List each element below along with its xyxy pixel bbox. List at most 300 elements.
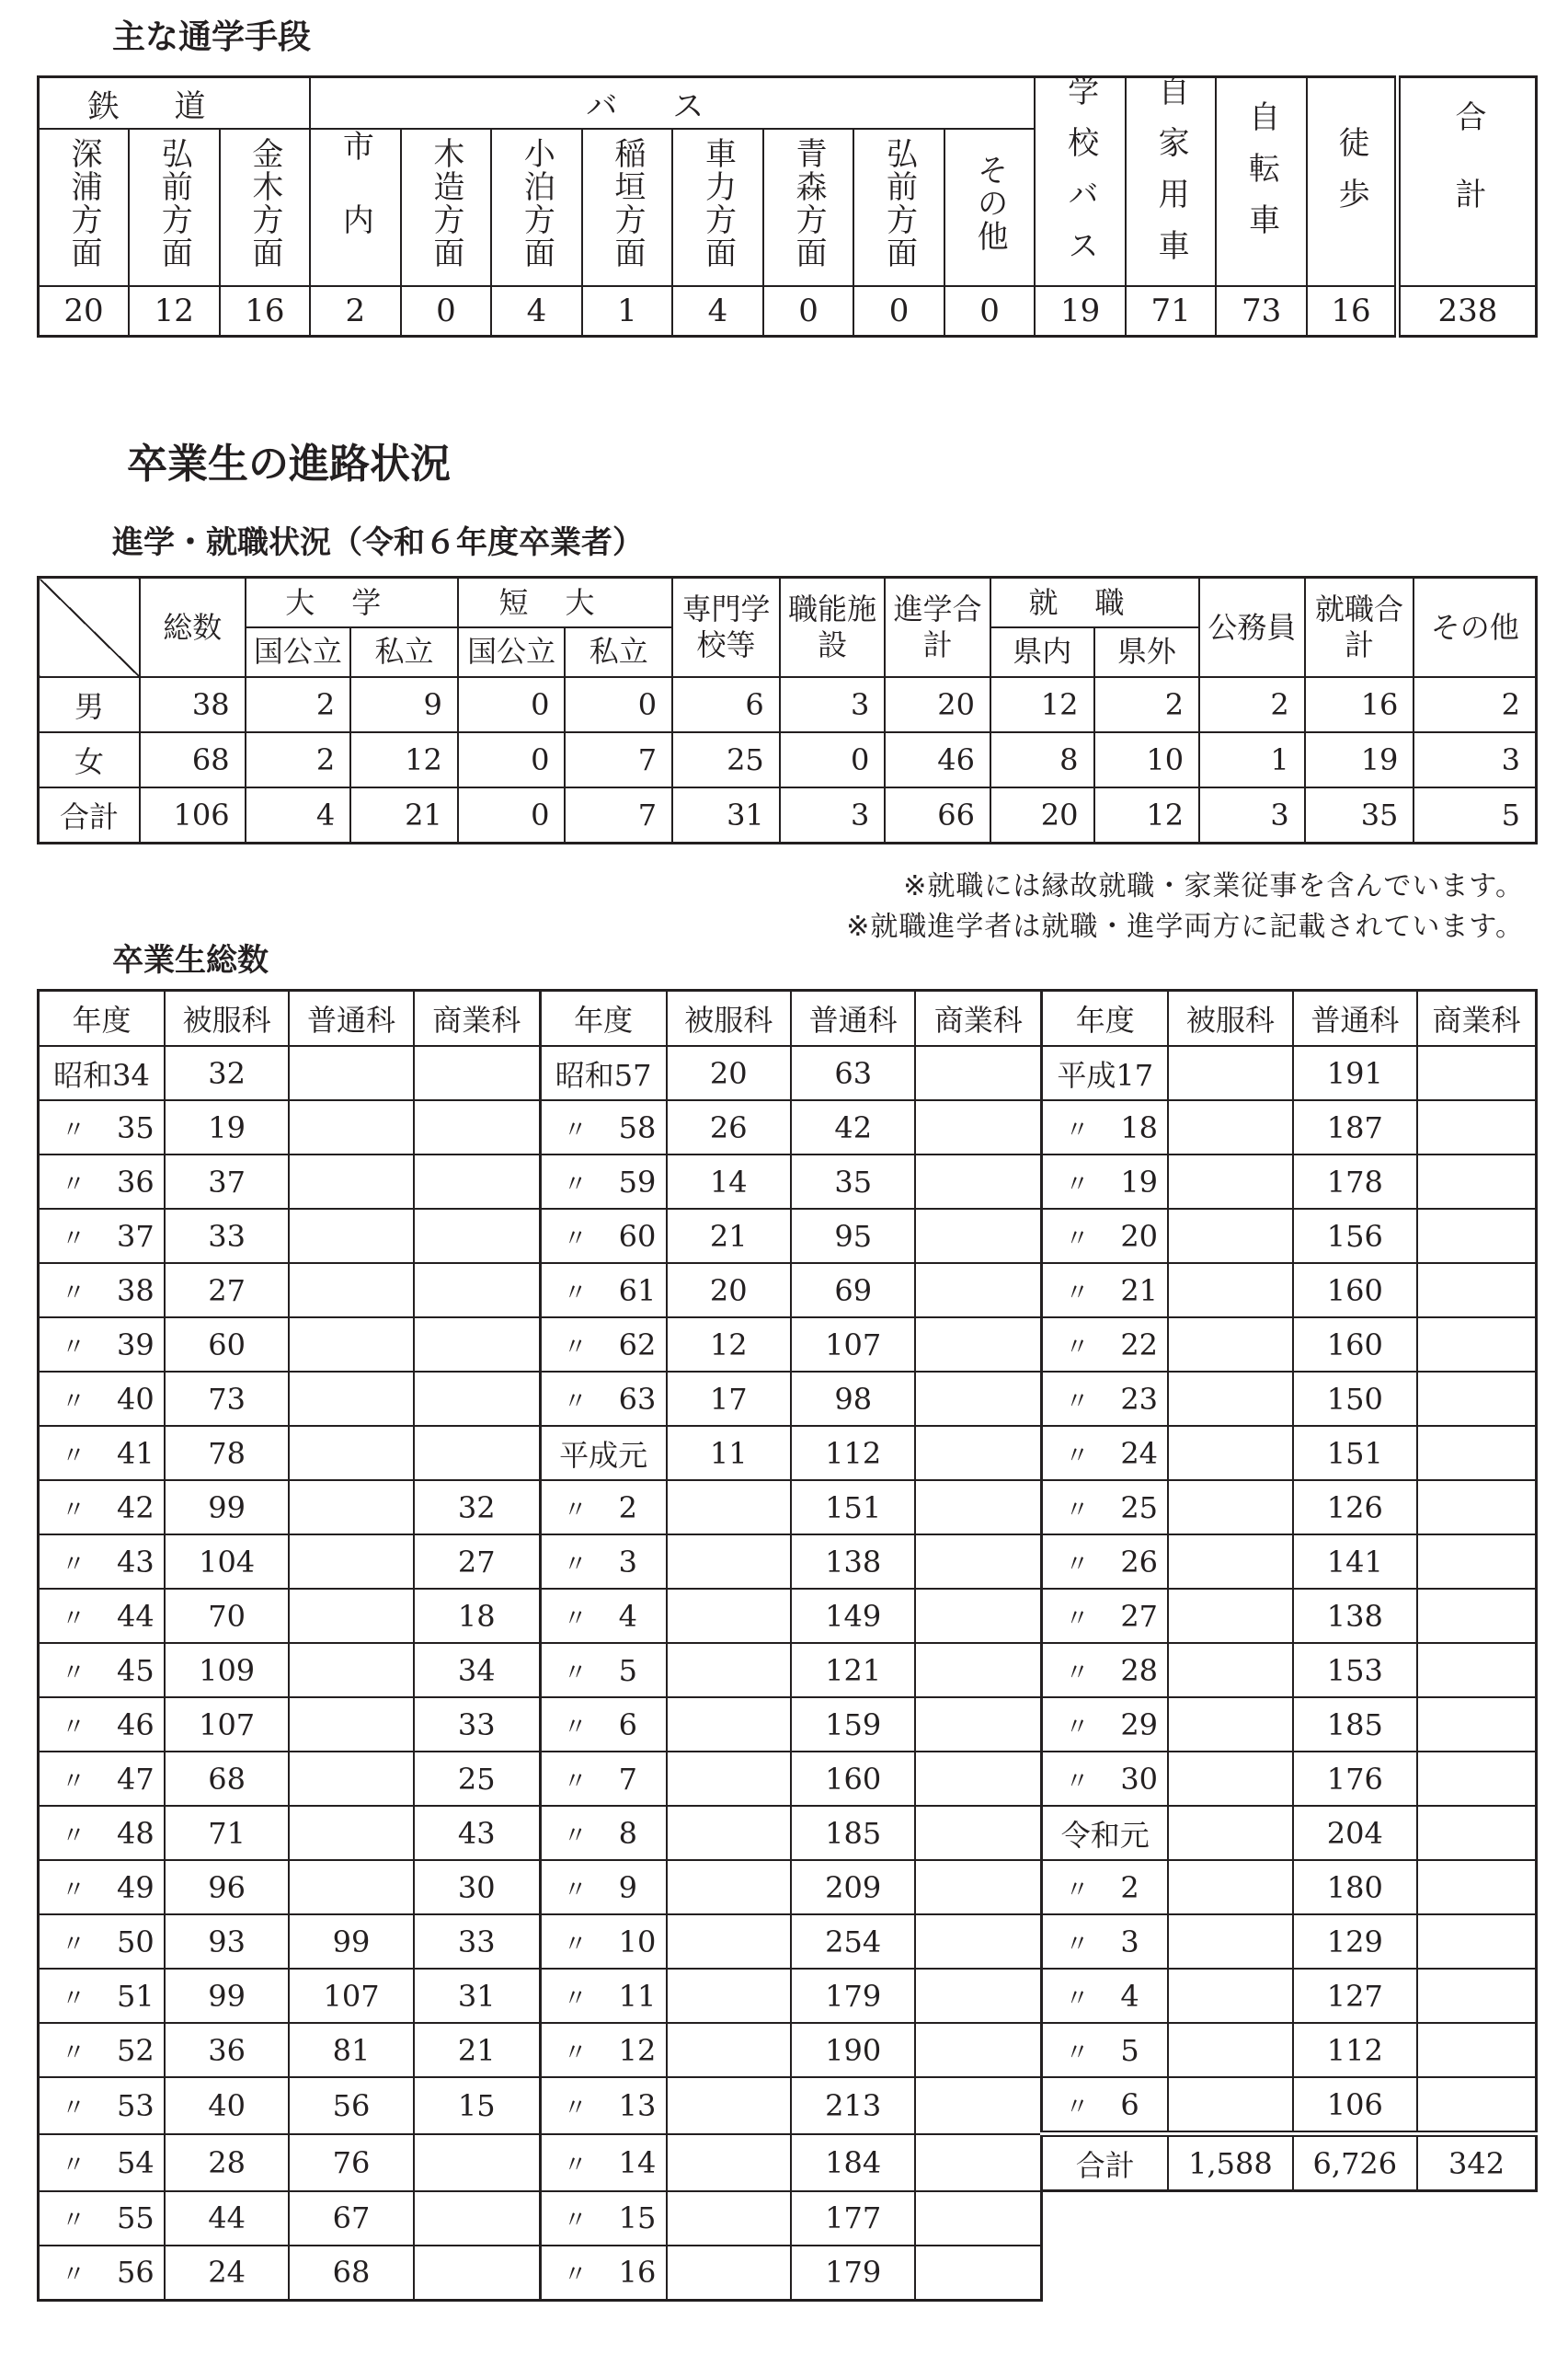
career-value: 3 [1199,787,1305,844]
graduates-row [39,2246,1537,2301]
ditto-mark: 〃 [563,1116,588,1144]
career-value: 38 [140,677,246,732]
bicycle-header: 自転車 [1216,77,1307,287]
graduates-total-value: 342 [1417,2134,1536,2191]
total-header: 総数 [140,578,246,677]
graduates-value: 37 [165,1155,289,1209]
rail-col-header: 弘前方面 [129,129,220,286]
graduates-value: 213 [791,2077,915,2134]
graduates-value: 14 [667,1155,791,1209]
career-value: 6 [672,677,780,732]
year-label: 61 [618,1272,657,1308]
ditto-mark: 〃 [62,1116,86,1144]
year-label: 50 [117,1924,155,1959]
career-row [39,787,1537,844]
career-row-label: 合計 [39,787,141,844]
graduates-value: 96 [165,1860,289,1914]
year-cell [39,1372,165,1426]
graduates-value [1168,1317,1292,1372]
graduates-value: 160 [791,1752,915,1806]
commute-value: 20 [39,286,130,337]
graduates-value: 107 [165,1697,289,1752]
commute-value: 19 [1035,286,1126,337]
graduates-value: 126 [1293,1480,1417,1534]
ditto-mark: 〃 [62,2207,86,2234]
year-cell [540,1752,666,1806]
graduates-row [39,1643,1537,1697]
year-cell [540,1209,666,1263]
graduates-value: 73 [165,1372,289,1426]
year-cell [39,1969,165,2023]
graduates-value: 99 [165,1480,289,1534]
year-cell [39,1209,165,1263]
year-label: 3 [618,1544,638,1580]
career-value: 25 [672,732,780,787]
commute-value: 0 [853,286,944,337]
year-label: 昭和34 [53,1057,150,1093]
year-label: 6 [1120,2086,1139,2122]
out-prefecture-header: 県外 [1094,627,1200,677]
graduates-value [915,2134,1041,2191]
graduates-col-header: 年度 [540,991,666,1047]
graduates-value: 112 [791,1426,915,1480]
graduates-value: 43 [414,1806,540,1860]
empty-cell [1168,2191,1292,2246]
career-value: 0 [458,732,566,787]
graduates-value [414,1426,540,1480]
ditto-mark: 〃 [1065,1713,1090,1741]
graduates-value: 141 [1293,1534,1417,1589]
year-cell [39,1155,165,1209]
graduates-total-value: 1,588 [1168,2134,1292,2191]
year-cell [1042,1155,1168,1209]
year-label: 44 [117,1598,155,1634]
ditto-mark: 〃 [1065,1333,1090,1361]
year-label: 8 [618,1815,638,1851]
graduates-value [915,2077,1041,2134]
graduates-value: 27 [165,1263,289,1317]
year-label: 24 [1120,1435,1159,1471]
graduates-value [414,1100,540,1155]
graduates-value [915,1372,1041,1426]
year-label: 55 [117,2200,155,2235]
year-cell [1042,1263,1168,1317]
graduates-value [915,2191,1041,2246]
higher-ed-total-header: 進学合計 [885,578,990,677]
year-label: 46 [117,1706,155,1742]
year-label: 令和元 [1060,1817,1150,1853]
graduates-value: 32 [414,1480,540,1534]
graduates-value: 34 [414,1643,540,1697]
graduates-value: 176 [1293,1752,1417,1806]
graduates-value [915,1480,1041,1534]
graduates-row [39,1806,1537,1860]
year-label: 13 [618,2087,657,2123]
graduates-row [39,1752,1537,1806]
graduates-row [39,2134,1537,2191]
career-value: 1 [1199,732,1305,787]
graduates-col-header: 被服科 [1168,991,1292,1047]
ditto-mark: 〃 [1065,1496,1090,1524]
graduates-value: 33 [414,1914,540,1969]
year-label: 12 [618,2032,657,2068]
year-cell [39,1426,165,1480]
graduates-value [414,1263,540,1317]
year-label: 52 [117,2032,155,2068]
commute-total-value: 238 [1397,286,1536,337]
graduates-value: 70 [165,1589,289,1643]
year-cell [540,1534,666,1589]
career-value: 46 [885,732,990,787]
graduates-col-header: 商業科 [1417,991,1536,1047]
ditto-mark: 〃 [62,1767,86,1796]
year-label: 26 [1120,1544,1159,1580]
career-value: 7 [565,787,672,844]
year-label: 60 [618,1218,657,1254]
year-cell [39,1100,165,1155]
graduates-col-header: 商業科 [414,991,540,1047]
year-label: 3 [1120,1924,1139,1959]
ditto-mark: 〃 [62,1659,86,1687]
career-value: 106 [140,787,246,844]
graduates-value: 191 [1293,1046,1417,1100]
career-value: 3 [780,677,886,732]
graduates-value: 185 [1293,1697,1417,1752]
graduates-value: 63 [791,1046,915,1100]
career-row-label: 女 [39,732,141,787]
graduates-value [289,1263,413,1317]
graduates-value: 78 [165,1426,289,1480]
graduates-value: 153 [1293,1643,1417,1697]
graduates-value [1417,1372,1536,1426]
commute-value: 71 [1126,286,1217,337]
graduates-value [1168,1263,1292,1317]
ditto-mark: 〃 [62,1930,86,1959]
empty-cell [1168,2246,1292,2301]
graduates-value [1417,1969,1536,2023]
year-label: 15 [618,2200,657,2235]
graduates-value: 254 [791,1914,915,1969]
career-value: 0 [458,677,566,732]
career-value: 7 [565,732,672,787]
year-label: 59 [618,1164,657,1200]
graduates-row [39,1046,1537,1100]
graduates-value [1168,1426,1292,1480]
year-cell [39,2077,165,2134]
year-label: 38 [117,1272,155,1308]
graduates-row [39,1100,1537,1155]
graduates-value: 42 [791,1100,915,1155]
ditto-mark: 〃 [62,1604,86,1633]
year-cell [39,1046,165,1100]
ditto-mark: 〃 [62,1333,86,1361]
graduates-value [1417,1263,1536,1317]
career-value: 2 [1094,677,1200,732]
graduates-value: 30 [414,1860,540,1914]
career-value: 2 [246,677,351,732]
bus-col-header: 車力方面 [672,129,763,286]
rail-col-header: 金木方面 [220,129,311,286]
ditto-mark: 〃 [1065,1876,1090,1904]
year-cell [540,1046,666,1100]
graduates-row [39,1209,1537,1263]
year-label: 19 [1120,1164,1159,1200]
graduates-value: 190 [791,2023,915,2077]
year-label: 48 [117,1815,155,1851]
career-note-1: ※就職には縁故就職・家業従事を含んでいます。 [903,870,1524,902]
year-label: 11 [618,1978,657,2014]
year-cell [540,1426,666,1480]
ditto-mark: 〃 [563,1984,588,2013]
graduates-value: 12 [667,1317,791,1372]
graduates-value [1168,1100,1292,1155]
year-cell [1042,1806,1168,1860]
graduates-value: 31 [414,1969,540,2023]
graduates-value [414,1317,540,1372]
graduates-value [915,1209,1041,1263]
year-label: 63 [618,1381,657,1417]
graduates-value: 138 [791,1534,915,1589]
graduates-value [1417,1752,1536,1806]
graduates-row [39,2023,1537,2077]
graduates-row [39,1534,1537,1589]
private-car-header: 自家用車 [1126,77,1217,287]
graduates-value [667,2246,791,2301]
graduates-header-row [39,991,1537,1047]
graduates-row [39,1317,1537,1372]
graduates-value [1168,1046,1292,1100]
graduates-value: 149 [791,1589,915,1643]
empty-cell [1293,2246,1417,2301]
graduates-value: 104 [165,1534,289,1589]
year-cell [1042,1046,1168,1100]
graduates-value: 36 [165,2023,289,2077]
year-cell [540,1643,666,1697]
graduates-row [39,1263,1537,1317]
career-value: 12 [1094,787,1200,844]
bus-col-header: 稲垣方面 [582,129,673,286]
career-value: 20 [990,787,1094,844]
ditto-mark: 〃 [62,1224,86,1253]
career-value: 2 [1199,677,1305,732]
graduates-value: 76 [289,2134,413,2191]
ditto-mark: 〃 [1065,1604,1090,1633]
career-value: 5 [1413,787,1536,844]
graduates-value [915,1752,1041,1806]
ditto-mark: 〃 [1065,1224,1090,1253]
career-value: 19 [1305,732,1414,787]
graduates-value: 17 [667,1372,791,1426]
year-cell [39,2023,165,2077]
year-cell [540,1480,666,1534]
graduates-value: 138 [1293,1589,1417,1643]
graduates-value: 33 [165,1209,289,1263]
junior-college-header: 短大 [458,578,672,627]
career-value: 3 [1413,732,1536,787]
career-value: 0 [780,732,886,787]
commute-value: 0 [763,286,854,337]
year-cell [1042,1426,1168,1480]
career-value: 35 [1305,787,1414,844]
graduates-value: 33 [414,1697,540,1752]
graduates-value: 15 [414,2077,540,2134]
year-label: 2 [1120,1869,1139,1905]
commute-value: 73 [1216,286,1307,337]
graduates-value: 28 [165,2134,289,2191]
graduates-value [1417,1860,1536,1914]
graduates-value [915,1155,1041,1209]
year-label: 昭和57 [555,1057,652,1093]
graduates-col-header: 年度 [1042,991,1168,1047]
ditto-mark: 〃 [1065,1442,1090,1470]
school-bus-header: 学校バス [1035,77,1126,287]
ditto-mark: 〃 [1065,1170,1090,1199]
year-cell [540,1697,666,1752]
graduates-value [289,1643,413,1697]
employment-total-header: 就職合計 [1305,578,1414,677]
graduates-value [414,1372,540,1426]
year-cell [39,1697,165,1752]
graduates-col-header: 被服科 [667,991,791,1047]
bus-col-header: その他 [944,129,1036,286]
ditto-mark: 〃 [62,1170,86,1199]
graduates-value: 68 [289,2246,413,2301]
graduates-value: 19 [165,1100,289,1155]
graduates-value: 69 [791,1263,915,1317]
year-label: 37 [117,1218,155,1254]
year-label: 25 [1120,1489,1159,1525]
graduates-value: 68 [165,1752,289,1806]
commute-total-header: 合計 [1397,77,1536,287]
year-cell [39,1643,165,1697]
graduates-value [915,2246,1041,2301]
year-label: 49 [117,1869,155,1905]
career-title: 進学・就職状況（令和６年度卒業者） [112,524,644,561]
year-cell [540,1155,666,1209]
graduates-value [1417,1589,1536,1643]
ditto-mark: 〃 [563,2039,588,2067]
ditto-mark: 〃 [563,1930,588,1959]
graduates-value [915,1100,1041,1155]
year-cell [540,2023,666,2077]
graduates-value [915,2023,1041,2077]
graduates-value: 180 [1293,1860,1417,1914]
graduates-value: 99 [289,1914,413,1969]
year-cell [1042,2077,1168,2134]
graduates-row [39,1426,1537,1480]
graduates-value: 44 [165,2191,289,2246]
career-value: 12 [350,732,458,787]
graduates-value: 20 [667,1046,791,1100]
ditto-mark: 〃 [62,1984,86,2013]
year-cell [540,1589,666,1643]
year-cell [39,2246,165,2301]
year-cell [540,1100,666,1155]
graduates-value [915,1914,1041,1969]
in-prefecture-header: 県内 [990,627,1094,677]
year-label: 22 [1120,1327,1159,1362]
ditto-mark: 〃 [62,1496,86,1524]
graduates-value: 25 [414,1752,540,1806]
career-value: 4 [246,787,351,844]
ditto-mark: 〃 [62,1713,86,1741]
graduates-value [667,1589,791,1643]
graduates-value [1417,1426,1536,1480]
commute-value: 16 [220,286,311,337]
graduates-value [414,1155,540,1209]
graduates-value [667,1480,791,1534]
graduates-value [667,1534,791,1589]
graduates-value [667,2191,791,2246]
graduates-value [1168,1534,1292,1589]
year-cell [540,2246,666,2301]
year-cell [39,1914,165,1969]
graduates-value: 151 [791,1480,915,1534]
year-label: 29 [1120,1706,1159,1742]
graduates-value [1417,1155,1536,1209]
graduates-value [414,2134,540,2191]
graduates-total-label: 合計 [1042,2134,1168,2191]
graduates-value: 81 [289,2023,413,2077]
year-label: 5 [1120,2032,1139,2068]
graduates-value: 151 [1293,1426,1417,1480]
empty-cell [1042,2191,1168,2246]
graduates-value [289,1426,413,1480]
year-label: 58 [618,1109,657,1145]
employment-header: 就職 [990,578,1199,627]
ditto-mark: 〃 [563,1387,588,1416]
ditto-mark: 〃 [563,1550,588,1579]
ditto-mark: 〃 [1065,1659,1090,1687]
graduates-col-header: 普通科 [791,991,915,1047]
bus-col-header: 青森方面 [763,129,854,286]
graduates-value [667,1697,791,1752]
year-cell [540,1263,666,1317]
bus-group-header: バス [310,77,1035,130]
graduates-value [915,1534,1041,1589]
year-label: 54 [117,2144,155,2180]
graduates-col-header: 被服科 [165,991,289,1047]
ditto-mark: 〃 [1065,2039,1090,2067]
career-value: 2 [1413,677,1536,732]
graduates-value: 71 [165,1806,289,1860]
ditto-mark: 〃 [62,1876,86,1904]
year-label: 7 [618,1761,638,1797]
graduates-title: 卒業生総数 [112,942,269,979]
graduates-col-header: 普通科 [289,991,413,1047]
civil-servant-header: 公務員 [1199,578,1305,677]
graduates-row [39,1697,1537,1752]
career-value: 68 [140,732,246,787]
graduates-value [414,2191,540,2246]
graduates-value: 160 [1293,1317,1417,1372]
year-cell [39,1263,165,1317]
univ-national-public-header: 国公立 [246,627,351,677]
diagonal-corner-cell [39,578,141,677]
ditto-mark: 〃 [563,1713,588,1741]
ditto-mark: 〃 [563,2261,588,2289]
graduates-value: 95 [791,1209,915,1263]
graduates-value [289,1046,413,1100]
ditto-mark: 〃 [563,1821,588,1850]
year-cell [1042,1372,1168,1426]
year-label: 18 [1120,1109,1159,1145]
career-table [37,576,1538,844]
commute-value: 4 [672,286,763,337]
graduates-value: 40 [165,2077,289,2134]
graduates-value [1168,1914,1292,1969]
commute-value: 0 [401,286,492,337]
